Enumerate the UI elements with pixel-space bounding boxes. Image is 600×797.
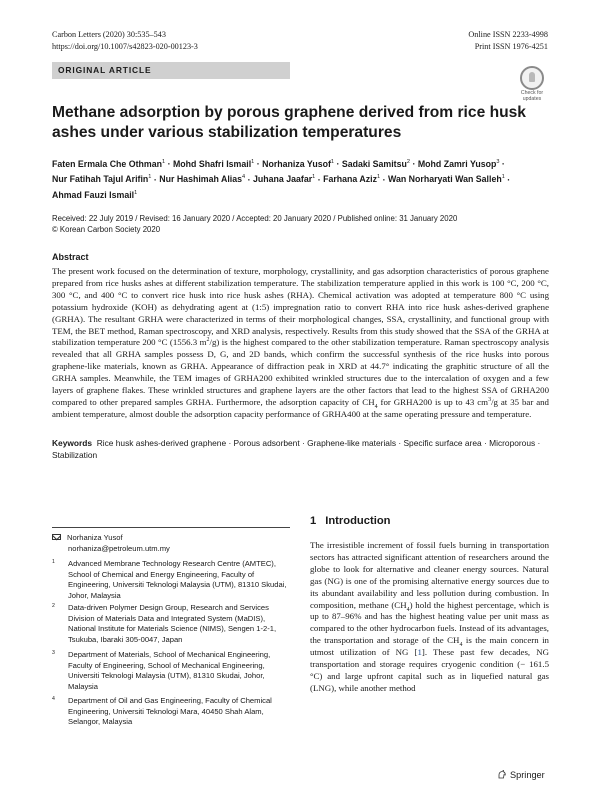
affiliation: [52, 650, 292, 692]
affiliation-number: 1: [52, 559, 55, 565]
article-type-label: ORIGINAL ARTICLE: [52, 62, 290, 79]
copyright: © Korean Carbon Society 2020: [52, 225, 161, 234]
author[interactable]: Mohd Zamri Yusop$^3$: [417, 158, 500, 169]
corresponding-author: [52, 532, 290, 554]
online-issn: Online ISSN 2233-4998: [468, 30, 548, 39]
author[interactable]: Nur Fatihah Tajul Arifin$^1$: [52, 174, 152, 185]
keywords: [52, 437, 549, 461]
author[interactable]: Nur Hashimah Alias$^4$: [159, 174, 246, 185]
author[interactable]: Norhaniza Yusof$^1$: [262, 158, 335, 169]
envelope-icon: [52, 534, 61, 540]
abstract-heading: Abstract: [52, 252, 89, 262]
badge-line1: Check for: [520, 90, 544, 96]
footnote-divider: [52, 527, 290, 528]
section-heading-introduction: [310, 515, 390, 527]
author[interactable]: Juhana Jaafar$^1$: [252, 174, 316, 185]
check-for-updates-icon: [520, 66, 544, 90]
author[interactable]: Faten Ermala Che Othman$^1$: [52, 158, 166, 169]
abstract-text: The present work focused on the determination of texture, morphology, crystallinity, and gas adsorption characteristics of porous graphene prepared from rice husks ashes at different stabilization temperature. The stabilization temperature applied in this work is 100 °C, 200 °C, 300 °C, and 400 °C to convert rice husk into rice husk ashes (RHA). Chemical activation was adopted at temperature 800 °C using potassium hydroxide (KOH) as dehydrating agent at (1:5) impregnation ratio to convert RHA into rice husk ashes-derived graphene (GRHA). The resultant GRHA were characterized in terms of their morphological changes, SSA, crystallinity, and functional group with TEM, the BET method, Raman spectroscopy, and XRD analysis, respectively. Results from this study showed that the SSA of the GRHA at stabilization temperature 200 °C (1556.3 $m^2/g$) is the highest compared to the other stabilization temperature. Raman spectroscopy analysis revealed that all GRHA samples possess D, G, and 2D bands, which confirm the successful synthesis of the rice husks into porous graphene-like materials, known as GRHA. Appearance of diffraction peak in XRD at 44.7° indicating the graphitic structure of all the GRHA samples. Meanwhile, the TEM images of GRHA200 exhibited wrinkled structures due to the intercalation of oxygen and a few layers of graphene flakes. These wrinkled structures and graphene layers are the other factors that lead to the highest SSA of GRHA200 compared to other prepared samples GRHA. Furthermore, the adsorption capacity of $CH_4$ for GRHA200 is up to 43 $cm^3/g$ at 35 bar and ambient temperature, almost double the adsorption capacity performance of GRHA400 at the same operating pressure and temperature.: [52, 266, 549, 419]
author[interactable]: Wan Norharyati Wan Salleh$^1$: [387, 174, 505, 185]
keywords-text: Rice husk ashes-derived graphene · Porous adsorbent · Graphene-like materials · Specific surface area · Microporous · Stabilization: [52, 438, 541, 460]
article-history: [52, 213, 552, 235]
keywords-label: Keywords: [52, 438, 93, 448]
doi-link[interactable]: https://doi.org/10.1007/s42823-020-00123-3: [52, 42, 198, 51]
print-issn: Print ISSN 1976-4251: [474, 42, 548, 51]
author[interactable]: Farhana Aziz$^1$: [323, 174, 381, 185]
author[interactable]: Mohd Shafri Ismail$^1$: [172, 158, 255, 169]
affiliation: [52, 603, 292, 645]
paper-title: Methane adsorption by porous graphene derived from rice husk ashes under various stabilization temperatures: [52, 104, 526, 141]
introduction-text: The irresistible increment of fossil fuels burning in transportation sectors has attracted significant attention of researchers around the globe to look for alternative and cleaner energy sources. Natural gas (NG) is one of the promising alternative energy sources due to its abundant availability and less pollution during combustion. In composition, methane $(CH_4)$ hold the highest percentage, which is up to 87–96% and has the highest heating value per unit mass as compared to the other hydrocarbon fuels. Instead of its advantages, the transportation and storage of the $CH_4$ is the main concern in utmost utilization of NG [1]. These past few decades, NG transportation and storage requires cryogenic condition (− 161.5 °C) and large upfront capital such as in liquefied natural gas (LNG), while another method: [310, 540, 550, 693]
publisher-footer: [497, 769, 545, 780]
author-list: Faten Ermala Che Othman$^1$ · Mohd Shafri Ismail$^1$ · Norhaniza Yusof$^1$ · Sadaki Samitsu$^2$ · Mohd Zamri Yusop$^3$ · Nur Fatihah Tajul Arifin$^1$ · Nur Hashimah Alias$^4$ · Juhana Jaafar$^1$ · Farhana Aziz$^1$ · Wan Norharyati Wan Salleh$^1$ · Ahmad Fauzi Ismail$^1$: [52, 158, 511, 200]
section-number: 1: [310, 515, 317, 527]
affiliation: [52, 559, 292, 601]
journal-header-right: [468, 29, 548, 53]
affiliation-text: Advanced Membrane Technology Research Centre (AMTEC), School of Chemical and Energy Engineering, Faculty of Engineering, Universiti Teknologi Malaysia (UTM), 81310 Skudai, Johor, Malaysia: [68, 559, 287, 600]
affiliation-number: 2: [52, 603, 55, 609]
affiliation: [52, 696, 292, 728]
corresponding-email[interactable]: norhaniza@petroleum.utm.my: [68, 544, 170, 553]
affiliation-number: 4: [52, 696, 55, 702]
affiliation-number: 3: [52, 650, 55, 656]
journal-citation: Carbon Letters (2020) 30:535–543: [52, 30, 166, 39]
author[interactable]: Ahmad Fauzi Ismail$^1$: [52, 189, 138, 200]
publisher-name: Springer: [510, 770, 545, 780]
affiliation-text: Department of Materials, School of Mechanical Engineering, Faculty of Engineering, School of Mechanical Engineering, Universiti Teknologi Malaysia (UTM), 81310 Skudai, Johor, Malaysia: [68, 650, 271, 691]
springer-horse-icon: [497, 770, 507, 779]
history-dates: Received: 22 July 2019 / Revised: 16 January 2020 / Accepted: 20 January 2020 / Published online: 31 January 2020: [52, 214, 458, 223]
badge-line2: updates: [522, 95, 542, 102]
journal-header-left: [52, 29, 198, 53]
author[interactable]: Sadaki Samitsu$^2$: [341, 158, 410, 169]
affiliation-text: Data-driven Polymer Design Group, Research and Services Division of Materials Data and Integrated System (MaDIS), National Institute for Materials Science (NIMS), Sengen 1-2-1, Tsukuba, Ibaraki 305-0047, Japan: [68, 603, 277, 644]
corresponding-name: Norhaniza Yusof: [67, 533, 123, 542]
check-for-updates-badge[interactable]: [515, 66, 549, 100]
affiliation-text: Department of Oil and Gas Engineering, Faculty of Chemical Engineering, Universiti Teknologi Mara, 40450 Shah Alam, Selangor, Malaysia: [68, 696, 272, 726]
citation-link[interactable]: 1: [417, 647, 422, 658]
section-title: Introduction: [325, 515, 391, 527]
badge-text: [515, 91, 549, 102]
